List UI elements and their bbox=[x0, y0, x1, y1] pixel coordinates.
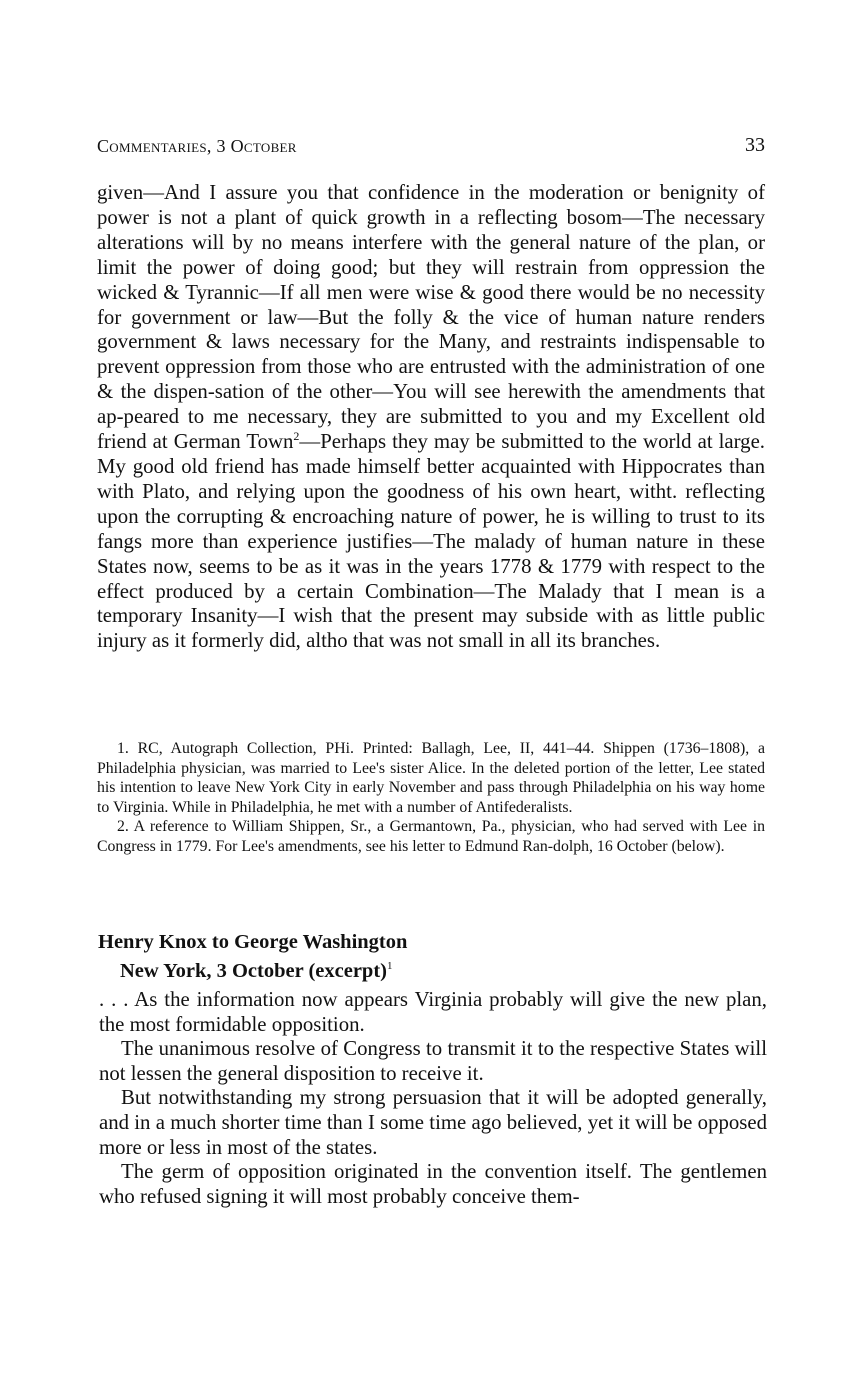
letter-paragraph-2: The unanimous resolve of Congress to transmit it to the respective States will not lessen the general disposition to receive it. bbox=[99, 1037, 767, 1085]
page-header bbox=[97, 134, 765, 164]
heading-note-reference: 1 bbox=[386, 960, 393, 972]
body-paragraph bbox=[97, 181, 765, 654]
letter-paragraph-4: The germ of opposition originated in the convention itself. The gentlemen who refused signing it will most probably conceive them- bbox=[99, 1160, 767, 1208]
body-text-part1: given—And I assure you that confidence in the moderation or benignity of power is not a plant of quick growth in a reflecting bosom—The necessary alterations will by no means interfere with the general nature of the plan, or limit the power of doing good; but they will restrain from oppression the wicked & Tyrannic—If all men were wise & good there would be no necessity for government or law—But the folly & the vice of human nature renders government & laws necessary for the Many, and restraints indispensable to prevent oppression from those who are entrusted with the administration of one & the dispen-sation of the other—You will see herewith the amendments that ap-peared to me necessary, they are submitted to you and my Excellent old friend at German Town bbox=[97, 181, 765, 454]
footnote-1: 1. RC, Autograph Collection, PHi. Printed: Ballagh, Lee, II, 441–44. Shippen (1736–1808), a Philadelphia physician, was married to Lee's sister Alice. In the deleted portion of the letter, Lee stated his intention to leave New York City in early November and pass through Philadelphia on his way home to Virginia. While in Philadelphia, he met with a number of Antifederalists. bbox=[97, 740, 765, 816]
document-heading bbox=[98, 930, 766, 983]
letter-paragraph-1: . . . As the information now appears Virginia probably will give the new plan, the most formidable opposition. bbox=[99, 988, 767, 1036]
heading-line-2 bbox=[98, 954, 766, 983]
footnotes bbox=[97, 739, 765, 856]
page-number: 33 bbox=[745, 134, 765, 156]
footnote-reference: 2 bbox=[293, 429, 300, 444]
footnote-2: 2. A reference to William Shippen, Sr., a Germantown, Pa., physician, who had served with Lee in Congress in 1779. For Lee's amendments, see his letter to Edmund Ran-dolph, 16 October (below). bbox=[97, 818, 765, 855]
knox-letter-text bbox=[99, 988, 767, 1209]
body-text-part2: —Perhaps they may be submitted to the world at large. My good old friend has made himself better acquainted with Hippocrates than with Plato, and relying upon the goodness of his own heart, witht. reflecting upon the corrupting & encroaching nature of power, he is willing to trust to its fangs more than experience justifies—The malady of human nature in these States now, seems to be as it was in the years 1778 & 1779 with respect to the effect produced by a certain Combination—The Malady that I mean is a temporary Insanity—I wish that the present may subside with as little public injury as it formerly did, altho that was not small in all its branches. bbox=[97, 430, 766, 653]
letter-paragraph-3: But notwithstanding my strong persuasion that it will be adopted generally, and in a much shorter time than I some time ago believed, yet it will be opposed more or less in most of the states. bbox=[99, 1086, 767, 1159]
letter-continuation bbox=[97, 181, 765, 654]
running-head: Commentaries, 3 October bbox=[97, 136, 297, 156]
heading-line-1: Henry Knox to George Washington bbox=[98, 931, 408, 953]
heading-line-2-text: New York, 3 October (excerpt) bbox=[120, 959, 387, 982]
